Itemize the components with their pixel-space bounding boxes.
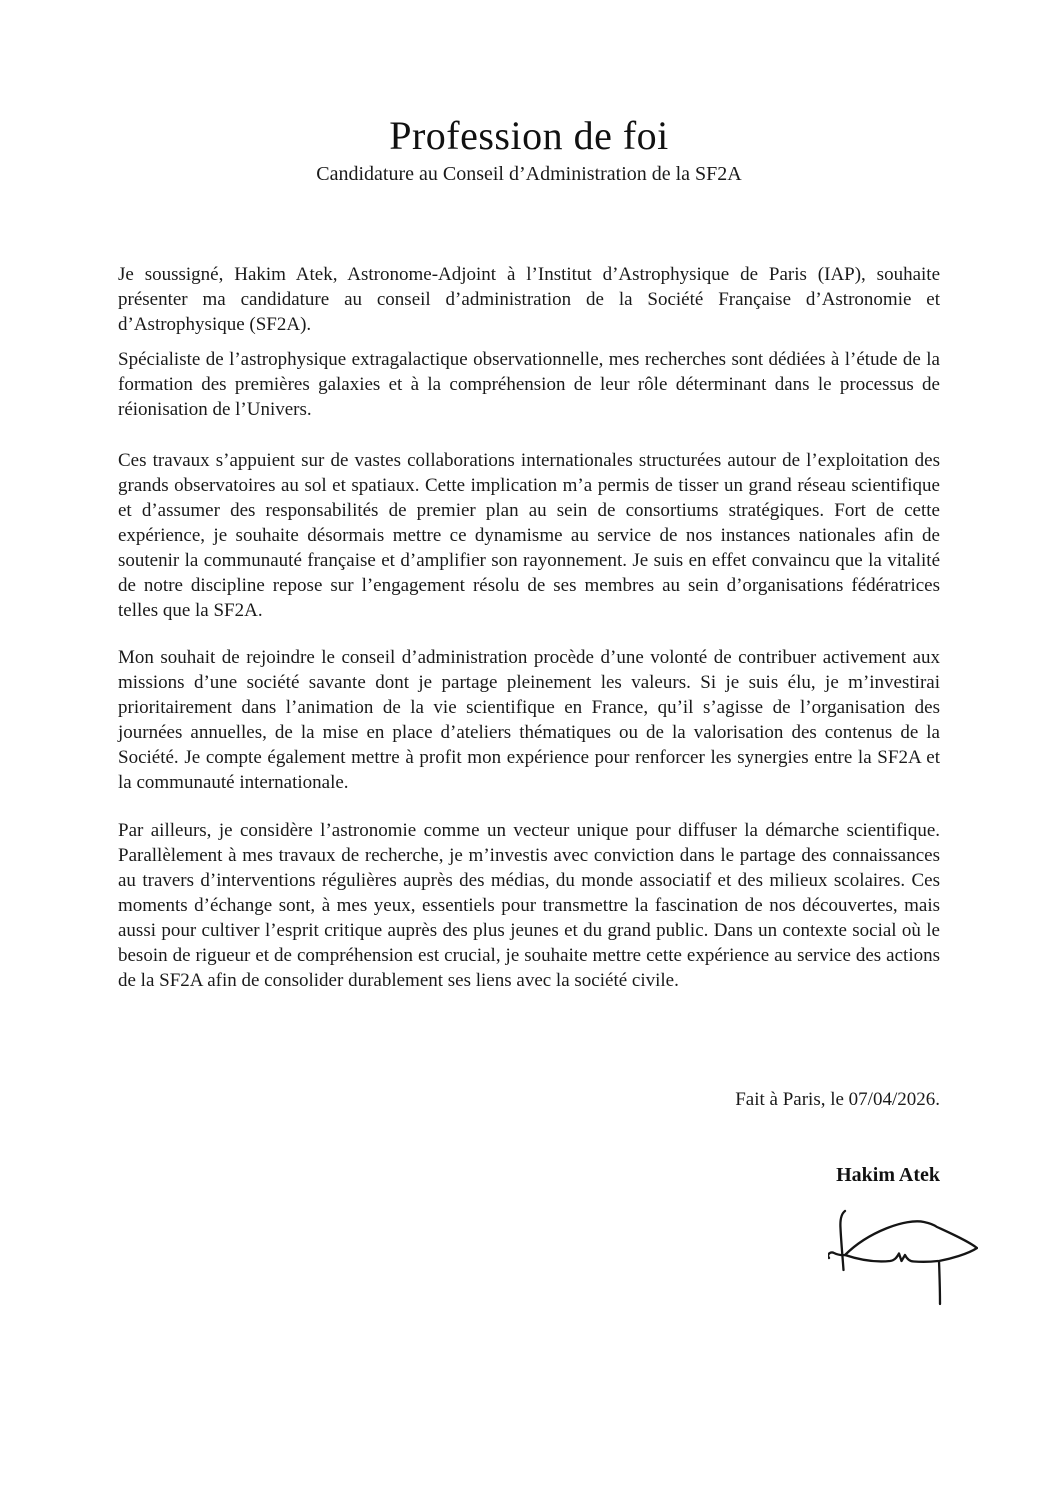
letter-paragraph: Par ailleurs, je considère l’astronomie comme un vecteur unique pour diffuser la démarche scientifique. Parallèlement à mes travaux de recherche, je m’investis avec conviction dans le partage des connaissances au travers d’interventions régulières auprès des médias, du monde associatif et des milieux scolaires. Ces moments d’échange sont, à mes yeux, essentiels pour transmettre la fascination de nos découvertes, mais aussi pour cultiver l’esprit critique auprès des plus jeunes et du grand public. Dans un contexte social où le besoin de rigueur et de compréhension est crucial, je souhaite mettre cette expérience au service des actions de la SF2A afin de consolider durablement ses liens avec la société civile. bbox=[118, 820, 940, 991]
signature-handwritten-image bbox=[828, 1208, 978, 1308]
letter-paragraph: Ces travaux s’appuient sur de vastes collaborations internationales structurées autour de l’exploitation des grands observatoires au sol et spatiaux. Cette implication m’a permis de tisser un grand réseau scientifique et d’assumer des responsabilités de premier plan au sein de consortiums stratégiques. Fort de cette expérience, je souhaite désormais mettre ce dynamisme au service de nos instances nationales afin de soutenir la communauté française et d’amplifier son rayonnement. Je suis en effet convaincu que la vitalité de notre discipline repose sur l’engagement résolu de ses membres au sein d’organisations fédératrices telles que la SF2A. bbox=[118, 450, 940, 621]
signatory-name: Hakim Atek bbox=[836, 1164, 940, 1186]
page-subtitle: Candidature au Conseil d’Administration de la SF2A bbox=[316, 163, 742, 185]
letter-paragraph: Mon souhait de rejoindre le conseil d’administration procède d’une volonté de contribuer activement aux missions d’une société savante dont je partage pleinement les valeurs. Si je suis élu, je m’investirai prioritairement dans l’animation de la vie scientifique en France, qu’il s’agisse de l’organisation des journées annuelles, de la mise en place d’ateliers thématiques ou de la valorisation des contenus de la Société. Je compte également mettre à profit mon expérience pour renforcer les synergies entre la SF2A et la communauté internationale. bbox=[118, 647, 940, 793]
letter-paragraph: Spécialiste de l’astrophysique extragalactique observationnelle, mes recherches sont dédiées à l’étude de la formation des premières galaxies et à la compréhension de leur rôle déterminant dans le processus de réionisation de l’Univers. bbox=[118, 349, 940, 420]
dateline: Fait à Paris, le 07/04/2026. bbox=[735, 1089, 940, 1110]
signature-row bbox=[118, 1208, 940, 1308]
letter-paragraph: Je soussigné, Hakim Atek, Astronome-Adjoint à l’Institut d’Astrophysique de Paris (IAP), souhaite présenter ma candidature au conseil d’administration de la Société Française d’Astronomie et d’Astrophysique (SF2A). bbox=[118, 264, 940, 335]
page-title: Profession de foi bbox=[389, 113, 669, 158]
document-header bbox=[118, 0, 940, 188]
letter-body bbox=[118, 262, 940, 993]
